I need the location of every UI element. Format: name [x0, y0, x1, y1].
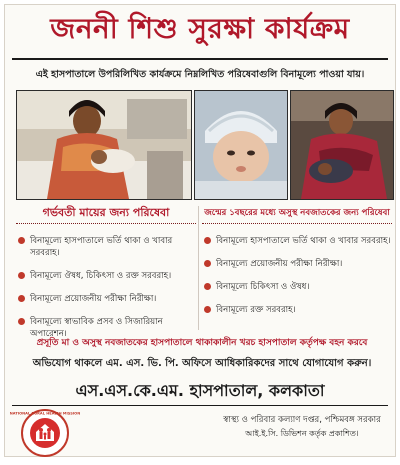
list-item: [202, 235, 392, 247]
list-item-text: বিনামূল্যে হাসপাতালে ভর্তি থাকা ও খাবার সরবরাহ।: [216, 236, 391, 246]
list-item: [16, 235, 196, 259]
department-name: স্বাস্থ্য ও পরিবার কল্যাণ দপ্তর, পশ্চিমবঙ্গ সরকার: [223, 415, 381, 425]
bullet-icon: [204, 306, 211, 313]
bullet-icon: [204, 260, 211, 267]
list-item-text: বিনামূল্যে প্রয়োজনীয় পরীক্ষা নিরীক্ষা।: [216, 259, 343, 269]
bullet-icon: [18, 295, 25, 302]
list-item-text: বিনামূল্যে চিকিৎসা ও ঔষধ।: [216, 282, 310, 292]
list-item-text: বিনামূল্যে প্রয়োজনীয় পরীক্ষা নিরীক্ষা।: [30, 294, 157, 304]
list-item: [16, 270, 196, 282]
pregnant-mother-services: [16, 206, 196, 340]
newborn-services-list: [202, 235, 392, 316]
mother-holding-baby-photo: [16, 90, 192, 200]
list-item-text: বিনামূল্যে ঔষধ, চিকিৎসা ও রক্ত সরবরাহ।: [30, 271, 172, 281]
title-divider: [12, 58, 388, 60]
list-item: [202, 281, 392, 293]
list-item-text: বিনামূল্যে হাসপাতালে ভর্তি থাকা ও খাবার সরবরাহ।: [30, 236, 173, 258]
bullet-icon: [18, 318, 25, 325]
infant-in-knit-cap-photo: [194, 90, 288, 200]
poster: [4, 4, 396, 457]
list-item-text: বিনামূল্যে রক্ত সরবরাহ।: [216, 305, 296, 315]
logo-text: NATIONAL RURAL HEALTH MISSION: [9, 411, 81, 416]
pregnant-services-heading: গর্ভবতী মায়ের জন্য পরিষেবা: [16, 206, 196, 224]
bullet-icon: [18, 272, 25, 279]
mother-and-newborn-photo: [290, 90, 394, 200]
newborn-services: [202, 206, 392, 316]
publisher-line: আই.ই.সি. ডিভিশন কর্তৃক প্রকাশিত।: [245, 429, 359, 438]
list-item-text: বিনামূল্যে স্বাভাবিক প্রসব ও সিজারিয়ান অপারেশন।: [30, 317, 163, 339]
bullet-icon: [204, 237, 211, 244]
bullet-icon: [18, 237, 25, 244]
pregnant-services-list: [16, 235, 196, 340]
column-divider: [198, 206, 199, 330]
hospital-name: এস.এস.কে.এম. হাসপাতাল, কলকাতা: [12, 380, 388, 406]
list-item: [202, 304, 392, 316]
newborn-services-heading: জন্মের ১বছরের মধ্যে অসুস্থ নবজাতকের জন্য পরিষেবা: [202, 206, 392, 224]
cost-coverage-note: প্রসূতি মা ও অসুস্থ নবজাতকের হাসপাতালে থাকাকালীন খরচ হাসপাতাল কর্তৃপক্ষ বহন করবে: [36, 338, 368, 348]
intro-text: এই হাসপাতালে উপরিলিখিত কার্যক্রমে নিম্নলিখিত পরিষেবাগুলি বিনামূল্যে পাওয়া যায়।: [35, 69, 365, 80]
nrhm-family-logo-icon: [9, 408, 81, 458]
list-item: [16, 293, 196, 305]
complaint-note: অভিযোগ থাকলে এম. এস. ভি. পি. অফিসে আধিকারিকদের সাথে যোগাযোগ করুন।: [32, 358, 372, 369]
list-item: [202, 258, 392, 270]
poster-title: জননী শিশু সুরক্ষা কার্যক্রম: [50, 12, 350, 45]
bullet-icon: [204, 283, 211, 290]
